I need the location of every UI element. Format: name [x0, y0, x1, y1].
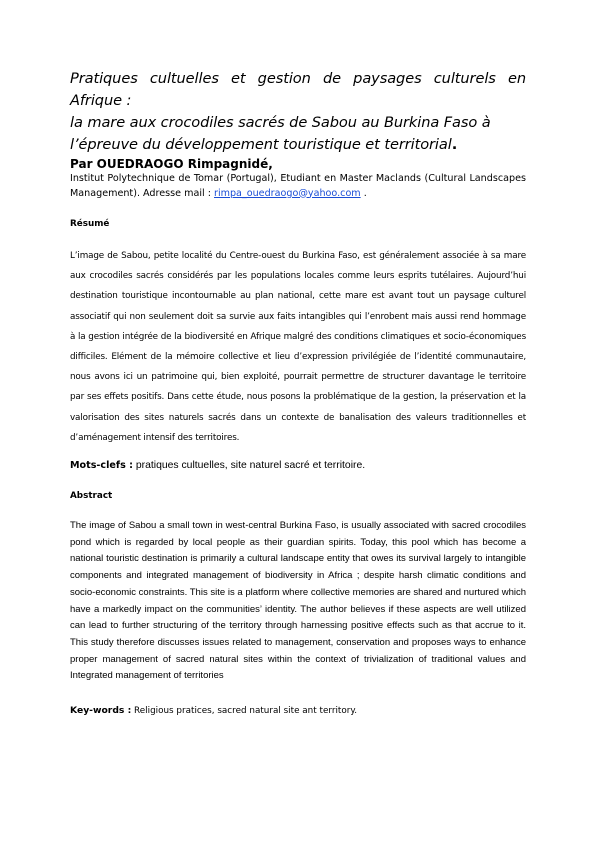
resume-body: L’image de Sabou, petite localité du Centre-ouest du Burkina Faso, est généralement associée à sa mare aux crocodiles sacrés considérés par les populations locales comme leurs esprits tutélaires. Aujourd’hui destination touristique incontournable au plan national, cette mare est avant tout un paysage culturel associatif qui non seulement doit sa survie aux faits intangibles qui l’enrobent mais aussi rend hommage à la gestion intégrée de la biodiversité en Afrique malgré des conditions climatiques et socio-économiques difficiles. Elément de la mémoire collective et lieu d’expression privilégiée de l’identité communautaire, nous avons ici un patrimoine qui, bien exploité, pourrait permettre de structurer davantage le territoire par ses effets positifs. Dans cette étude, nous posons la problématique de la gestion, la préservation et la valorisation des sites naturels sacrés dans un contexte de banalisation des valeurs traditionnelles et d’aménagement intensif des territoires.	[70, 251, 526, 443]
author-affiliation	[70, 172, 526, 201]
title-end: .	[451, 136, 458, 153]
affiliation-text: Institut Polytechnique de Tomar (Portugal), Etudiant en Master Maclands (Cultural Landscapes Management). Adresse mail :	[70, 173, 526, 199]
keywords-fr-label: Mots-clefs :	[70, 460, 133, 471]
keywords-en-text: Religious pratices, sacred natural site ant territory.	[131, 706, 358, 716]
email-link[interactable]: rimpa_ouedraogo@yahoo.com	[214, 187, 361, 199]
keywords-fr	[70, 460, 526, 471]
paper-title	[70, 68, 526, 156]
resume-heading: Résumé	[70, 219, 110, 229]
keywords-en-label: Key-words :	[70, 705, 132, 716]
title-line-3	[70, 134, 526, 156]
title-line-1: Pratiques cultuelles et gestion de paysages culturels en Afrique :	[70, 70, 526, 109]
title-line-2: la mare aux crocodiles sacrés de Sabou au Burkina Faso à	[70, 114, 491, 131]
abstract-heading: Abstract	[70, 491, 113, 501]
author-name: Par OUEDRAOGO Rimpagnidé,	[70, 157, 273, 171]
keywords-en	[70, 705, 526, 716]
keywords-fr-text: pratiques cultuelles, site naturel sacré et territoire.	[132, 460, 366, 471]
affiliation-end: .	[360, 187, 367, 199]
abstract-body: The image of Sabou a small town in west-central Burkina Faso, is usually associated with sacred crocodiles pond which is regarded by local people as their guardian spirits. Today, this pool which has become a national touristic destination is primarily a cultural landscape entity that owes its survival largely to intangible components and integrated management of biodiversity in Africa ; despite harsh climatic conditions and socio-economic constraints. This site is a platform where collective memories are shared and nurtured which have a markedly impact on the communities’ identity. The author believes if these aspects are well utilized can lead to further structuring of the territory through harnessing positive effects such as that accrue to it. This study therefore discusses issues related to management, conservation and proposes ways to enhance proper management of sacred natural sites within the context of trivialization of traditional values and Integrated management of territories	[70, 520, 526, 682]
title-line-3-text: l’épreuve du développement touristique et territorial	[70, 136, 452, 153]
